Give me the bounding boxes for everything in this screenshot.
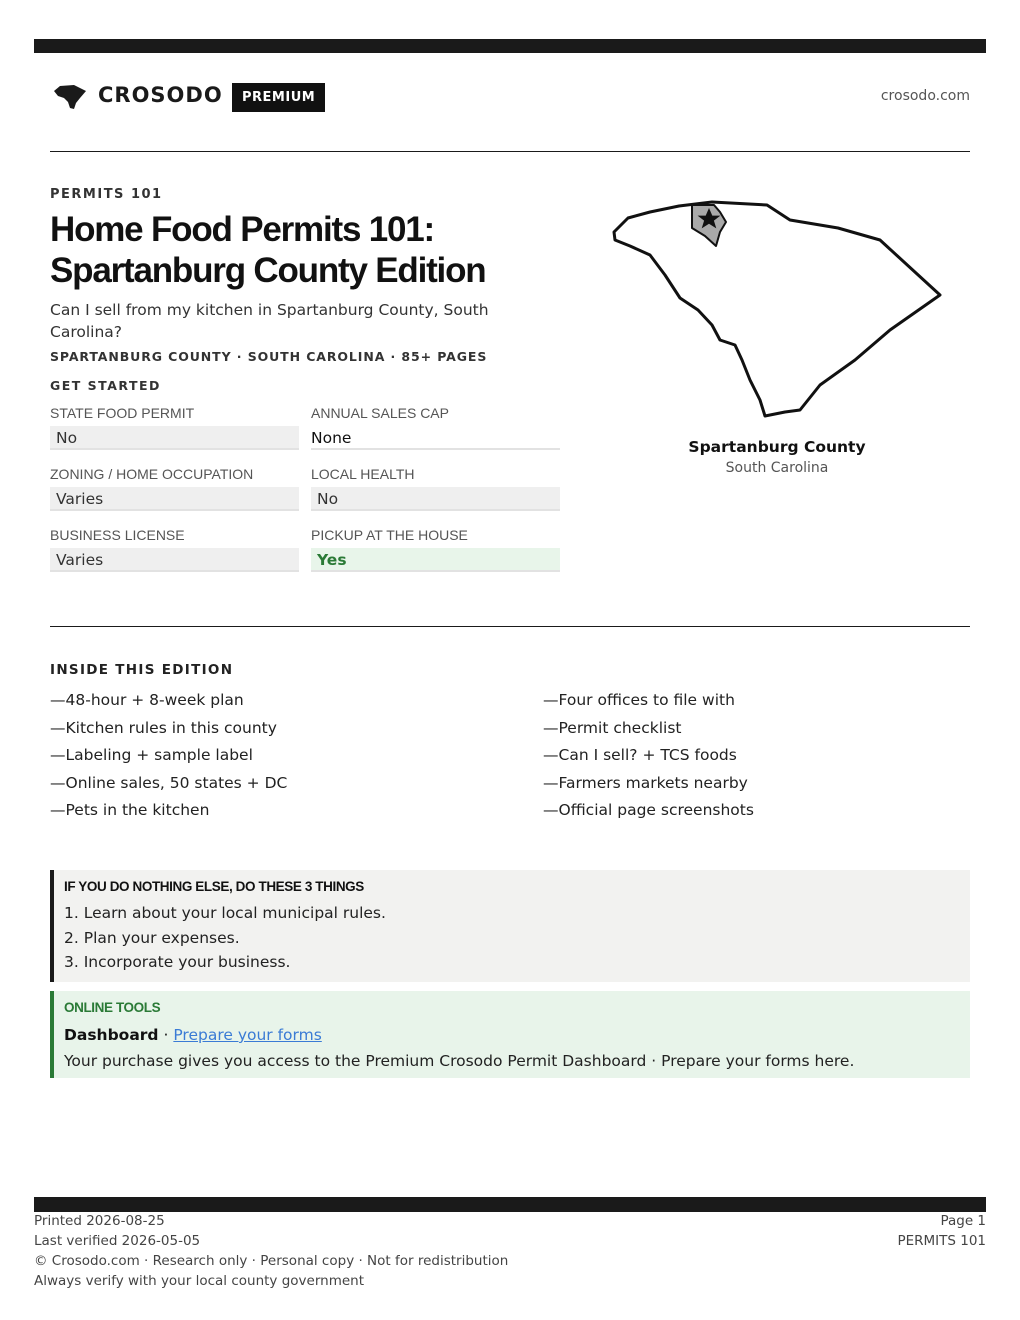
site-url[interactable]: crosodo.com bbox=[880, 88, 970, 104]
toc-item: —Pets in the kitchen bbox=[50, 801, 210, 820]
footer-section: PERMITS 101 bbox=[897, 1233, 986, 1249]
fact-label: STATE FOOD PERMIT bbox=[50, 405, 195, 421]
must-do-step: 3. Incorporate your business. bbox=[64, 953, 291, 971]
fact-pickup-at-house bbox=[311, 526, 560, 572]
must-do-title: IF YOU DO NOTHING ELSE, DO THESE 3 THINGS bbox=[64, 879, 364, 894]
toc-left-column bbox=[50, 687, 470, 825]
fact-value: No bbox=[50, 426, 299, 450]
subtitle: Can I sell from my kitchen in Spartanburg County, South Carolina? bbox=[50, 301, 489, 341]
toc-item: —Kitchen rules in this county bbox=[50, 718, 277, 737]
footer-right bbox=[897, 1211, 986, 1251]
online-tools-title: ONLINE TOOLS bbox=[64, 1000, 161, 1015]
fact-label: ANNUAL SALES CAP bbox=[311, 405, 449, 421]
fact-value: Varies bbox=[50, 487, 299, 511]
title-line-1: Home Food Permits 101: bbox=[50, 210, 434, 249]
fact-label: PICKUP AT THE HOUSE bbox=[311, 527, 468, 543]
fact-value: Yes bbox=[311, 548, 560, 572]
section-label-get-started: GET STARTED bbox=[50, 378, 161, 393]
fact-label: ZONING / HOME OCCUPATION bbox=[50, 466, 254, 482]
eyebrow: PERMITS 101 bbox=[50, 187, 163, 202]
map-county-name: Spartanburg County bbox=[688, 438, 866, 456]
fact-value: No bbox=[311, 487, 560, 511]
fact-zoning bbox=[50, 465, 299, 511]
map-state-name: South Carolina bbox=[725, 460, 829, 476]
footer-left bbox=[34, 1211, 508, 1291]
top-rule-bar bbox=[34, 39, 986, 53]
verified-date: Last verified 2026-05-05 bbox=[34, 1233, 201, 1249]
premium-badge: PREMIUM bbox=[232, 83, 325, 112]
fact-business-license bbox=[50, 526, 299, 572]
online-tools-callout bbox=[50, 991, 970, 1078]
bottom-rule-bar bbox=[34, 1197, 986, 1212]
must-do-step: 2. Plan your expenses. bbox=[64, 928, 240, 947]
dashboard-label: Dashboard bbox=[64, 1026, 159, 1044]
edition-meta: SPARTANBURG COUNTY · SOUTH CAROLINA · 85+ PAGES bbox=[50, 349, 488, 364]
toc-item: —Can I sell? + TCS foods bbox=[543, 746, 737, 765]
toc-item: —Permit checklist bbox=[543, 718, 682, 737]
fact-annual-sales-cap bbox=[311, 404, 560, 450]
fact-state-food-permit bbox=[50, 404, 299, 450]
title-line-2: Spartanburg County Edition bbox=[50, 251, 486, 290]
page-title bbox=[50, 209, 590, 291]
fact-value: Varies bbox=[50, 548, 299, 572]
copyright: © Crosodo.com · Research only · Personal copy · Not for redistribution bbox=[34, 1253, 509, 1269]
toc-item: —Official page screenshots bbox=[543, 801, 754, 820]
page-number: Page 1 bbox=[940, 1213, 986, 1229]
header bbox=[50, 80, 970, 116]
toc-item: —Four offices to file with bbox=[543, 691, 735, 709]
header-divider bbox=[50, 151, 970, 152]
must-do-step: 1. Learn about your local municipal rules. bbox=[64, 904, 386, 922]
fact-value: None bbox=[311, 426, 560, 450]
toc-item: —Labeling + sample label bbox=[50, 746, 253, 765]
brand-name[interactable]: CROSODO bbox=[98, 83, 223, 107]
dashboard-description: Your purchase gives you access to the Premium Crosodo Permit Dashboard · Prepare your forms here. bbox=[64, 1052, 855, 1070]
section-divider bbox=[50, 626, 970, 627]
dashboard-line bbox=[64, 1022, 970, 1048]
prepare-forms-link[interactable]: Prepare your forms bbox=[173, 1026, 322, 1044]
state-map bbox=[600, 195, 950, 425]
fact-label: LOCAL HEALTH bbox=[311, 466, 415, 482]
inside-heading: INSIDE THIS EDITION bbox=[50, 662, 234, 678]
dashboard-separator: · bbox=[163, 1026, 169, 1044]
fact-label: BUSINESS LICENSE bbox=[50, 527, 185, 543]
toc-right-column bbox=[543, 687, 963, 825]
state-logo-icon bbox=[52, 84, 88, 110]
fact-local-health bbox=[311, 465, 560, 511]
toc-item: —Farmers markets nearby bbox=[543, 773, 748, 792]
must-do-callout bbox=[50, 870, 970, 982]
toc-item: —Online sales, 50 states + DC bbox=[50, 773, 288, 792]
printed-date: Printed 2026-08-25 bbox=[34, 1213, 165, 1229]
toc-item: —48-hour + 8-week plan bbox=[50, 691, 244, 709]
disclaimer: Always verify with your local county government bbox=[34, 1273, 364, 1289]
